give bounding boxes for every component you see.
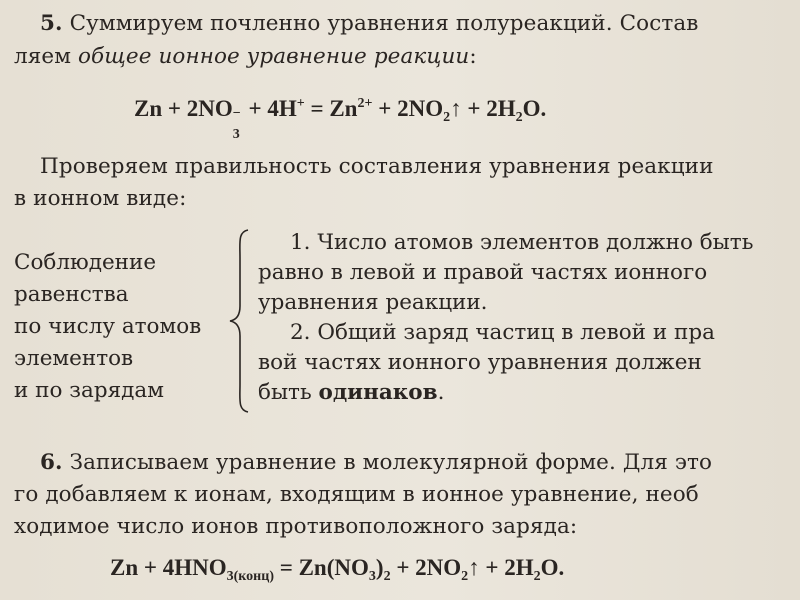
rule1-line1: 1. Число атомов элементов должно быть bbox=[290, 230, 754, 255]
eq2-h2o-index: 2 bbox=[533, 569, 541, 584]
left-label-line3: по числу атомов bbox=[14, 314, 202, 339]
eq1-no3-charge: − bbox=[232, 106, 241, 121]
curly-brace bbox=[228, 228, 252, 414]
step5-number: 5. bbox=[40, 11, 63, 36]
eq2-close-paren: ) bbox=[375, 555, 384, 580]
step6-line2: го добавляем к ионам, входящим в ионное уравнение, необ bbox=[14, 482, 699, 507]
eq2-no2-index: 2 bbox=[461, 569, 469, 584]
left-label-line1: Соблюдение bbox=[14, 250, 157, 275]
step6-text-line1: Записываем уравнение в молекулярной форме. Для это bbox=[69, 450, 712, 475]
eq1-equals: = bbox=[310, 96, 324, 121]
step5-text-line2-pre: ляем bbox=[14, 44, 79, 69]
rule2-line2: вой частях ионного уравнения должен bbox=[258, 350, 702, 375]
left-label-line2: равенства bbox=[14, 282, 129, 307]
eq2-hno3: 4HNO bbox=[162, 555, 227, 580]
step5-emphasis: общее ионное уравнение реакции bbox=[78, 44, 470, 69]
step5-text-line1: Суммируем почленно уравнения полуреакций. Состав bbox=[69, 11, 699, 36]
eq2-hno3-index: 3(конц) bbox=[226, 569, 274, 584]
eq2-paren-index: 2 bbox=[383, 569, 391, 584]
eq1-no2: 2NO bbox=[397, 96, 444, 121]
eq1-no3: 2NO bbox=[186, 96, 233, 121]
eq1-no2-index: 2 bbox=[443, 110, 451, 125]
rule2-line3-pre: быть bbox=[258, 380, 319, 405]
step6-line1 bbox=[40, 450, 712, 476]
eq1-plus2: + bbox=[248, 96, 262, 121]
step5-line1 bbox=[40, 11, 698, 37]
eq2-plus2: + bbox=[396, 555, 410, 580]
eq1-h2o-a: 2H bbox=[486, 96, 516, 121]
eq1-zn2-charge: 2+ bbox=[357, 96, 373, 111]
eq1-h-charge: + bbox=[296, 96, 305, 111]
eq1-h: 4H bbox=[267, 96, 297, 121]
eq2-h2o-a: 2H bbox=[504, 555, 534, 580]
step6-line3: ходимое число ионов противоположного заряда: bbox=[14, 514, 578, 539]
rule2-line1: 2. Общий заряд частиц в левой и пра bbox=[290, 320, 715, 345]
eq1-plus3: + bbox=[378, 96, 392, 121]
eq2-gas-arrow: ↑ bbox=[468, 555, 480, 580]
eq1-zn: Zn bbox=[134, 96, 163, 121]
left-label-line5: и по зарядам bbox=[14, 378, 164, 403]
eq1-plus4: + bbox=[467, 96, 481, 121]
step5-text-line2-post: : bbox=[469, 44, 477, 69]
eq1-plus1: + bbox=[167, 96, 181, 121]
rule1-line2: равно в левой и правой частях ионного bbox=[258, 260, 708, 285]
ionic-equation bbox=[134, 94, 547, 142]
eq2-zn-no3: Zn(NO bbox=[298, 555, 369, 580]
eq1-zn2: Zn bbox=[329, 96, 358, 121]
rule1-line3: уравнения реакции. bbox=[258, 290, 488, 315]
step5-line2 bbox=[14, 44, 477, 70]
eq2-zn: Zn bbox=[110, 555, 139, 580]
molecular-equation bbox=[110, 553, 564, 583]
eq2-no3-index: 3 bbox=[368, 569, 376, 584]
check-line1: Проверяем правильность составления уравнения реакции bbox=[40, 154, 714, 179]
eq2-no2: 2NO bbox=[415, 555, 462, 580]
rule2-line3 bbox=[258, 380, 444, 406]
eq2-equals: = bbox=[279, 555, 293, 580]
eq1-no3-index: 3 bbox=[232, 127, 240, 142]
eq2-h2o-b: O. bbox=[540, 555, 565, 580]
eq2-plus1: + bbox=[143, 555, 157, 580]
rule2-emphasis: одинаков bbox=[318, 380, 438, 405]
check-line2: в ионном виде: bbox=[14, 186, 187, 211]
eq1-h2o-index: 2 bbox=[515, 110, 523, 125]
eq1-h2o-b: O. bbox=[522, 96, 547, 121]
eq1-gas-arrow: ↑ bbox=[450, 96, 462, 121]
eq2-plus3: + bbox=[485, 555, 499, 580]
rule2-line3-post: . bbox=[437, 380, 445, 405]
left-label-line4: элементов bbox=[14, 346, 134, 371]
step6-number: 6. bbox=[40, 450, 63, 475]
